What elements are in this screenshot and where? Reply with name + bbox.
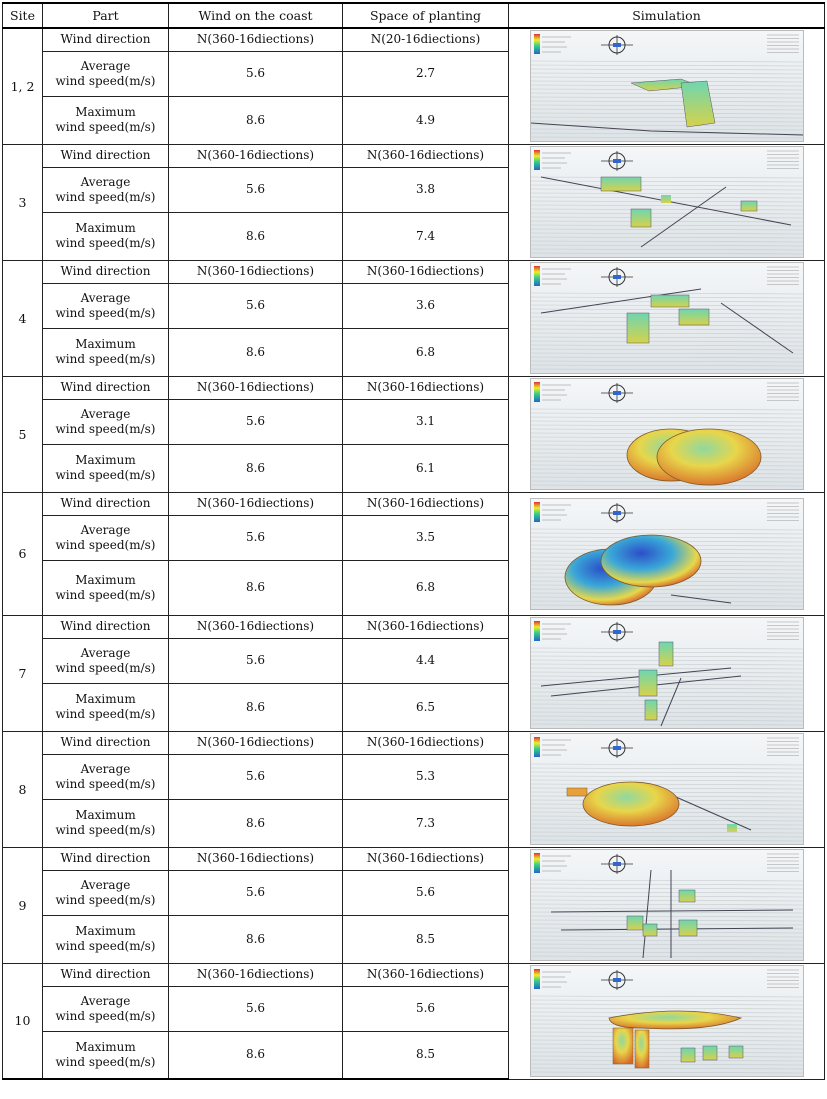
part-wind-direction: Wind direction xyxy=(43,260,169,283)
simulation-image xyxy=(530,146,804,258)
simulation-image xyxy=(530,965,804,1077)
planting-maximum-wind-speed: 6.8 xyxy=(343,328,509,376)
header-part: Part xyxy=(43,3,169,28)
part-maximum-wind-speed: Maximum wind speed(m/s) xyxy=(43,1031,169,1079)
simulation-cell xyxy=(509,847,825,963)
table-row xyxy=(3,615,825,638)
simulation-cell xyxy=(509,144,825,260)
part-average-wind-speed: Average wind speed(m/s) xyxy=(43,515,169,560)
part-average-wind-speed: Average wind speed(m/s) xyxy=(43,986,169,1031)
coast-average-wind-speed: 5.6 xyxy=(169,754,343,799)
part-average-wind-speed: Average wind speed(m/s) xyxy=(43,870,169,915)
coast-wind-direction: N(360-16diections) xyxy=(169,731,343,754)
part-maximum-wind-speed: Maximum wind speed(m/s) xyxy=(43,683,169,731)
coast-average-wind-speed: 5.6 xyxy=(169,167,343,212)
simulation-image xyxy=(530,849,804,961)
part-maximum-wind-speed: Maximum wind speed(m/s) xyxy=(43,212,169,260)
planting-average-wind-speed: 3.5 xyxy=(343,515,509,560)
coast-wind-direction: N(360-16diections) xyxy=(169,144,343,167)
planting-maximum-wind-speed: 6.1 xyxy=(343,444,509,492)
table-row xyxy=(3,260,825,283)
planting-average-wind-speed: 3.8 xyxy=(343,167,509,212)
coast-wind-direction: N(360-16diections) xyxy=(169,963,343,986)
coast-maximum-wind-speed: 8.6 xyxy=(169,1031,343,1079)
coast-average-wind-speed: 5.6 xyxy=(169,870,343,915)
table-body xyxy=(3,28,825,1079)
planting-maximum-wind-speed: 7.4 xyxy=(343,212,509,260)
simulation-cell xyxy=(509,492,825,615)
part-wind-direction: Wind direction xyxy=(43,28,169,51)
planting-average-wind-speed: 2.7 xyxy=(343,51,509,96)
part-wind-direction: Wind direction xyxy=(43,492,169,515)
coast-average-wind-speed: 5.6 xyxy=(169,399,343,444)
planting-maximum-wind-speed: 6.5 xyxy=(343,683,509,731)
site-cell: 3 xyxy=(3,144,43,260)
planting-wind-direction: N(360-16diections) xyxy=(343,144,509,167)
simulation-image xyxy=(530,378,804,490)
site-cell: 9 xyxy=(3,847,43,963)
coast-maximum-wind-speed: 8.6 xyxy=(169,915,343,963)
table-row xyxy=(3,731,825,754)
planting-maximum-wind-speed: 8.5 xyxy=(343,915,509,963)
planting-maximum-wind-speed: 7.3 xyxy=(343,799,509,847)
part-wind-direction: Wind direction xyxy=(43,144,169,167)
header-row xyxy=(3,3,825,28)
header-coast: Wind on the coast xyxy=(169,3,343,28)
table-row xyxy=(3,963,825,986)
coast-maximum-wind-speed: 8.6 xyxy=(169,799,343,847)
coast-maximum-wind-speed: 8.6 xyxy=(169,683,343,731)
part-wind-direction: Wind direction xyxy=(43,847,169,870)
part-average-wind-speed: Average wind speed(m/s) xyxy=(43,638,169,683)
table-row xyxy=(3,492,825,515)
coast-maximum-wind-speed: 8.6 xyxy=(169,328,343,376)
planting-average-wind-speed: 5.6 xyxy=(343,870,509,915)
part-average-wind-speed: Average wind speed(m/s) xyxy=(43,399,169,444)
part-wind-direction: Wind direction xyxy=(43,615,169,638)
planting-wind-direction: N(20-16diections) xyxy=(343,28,509,51)
part-maximum-wind-speed: Maximum wind speed(m/s) xyxy=(43,560,169,615)
table-row xyxy=(3,28,825,51)
part-maximum-wind-speed: Maximum wind speed(m/s) xyxy=(43,96,169,144)
site-cell: 6 xyxy=(3,492,43,615)
site-cell: 8 xyxy=(3,731,43,847)
header-planting: Space of planting xyxy=(343,3,509,28)
planting-wind-direction: N(360-16diections) xyxy=(343,376,509,399)
planting-wind-direction: N(360-16diections) xyxy=(343,492,509,515)
simulation-image xyxy=(530,262,804,374)
coast-wind-direction: N(360-16diections) xyxy=(169,492,343,515)
table-row xyxy=(3,847,825,870)
part-maximum-wind-speed: Maximum wind speed(m/s) xyxy=(43,444,169,492)
coast-average-wind-speed: 5.6 xyxy=(169,515,343,560)
part-wind-direction: Wind direction xyxy=(43,963,169,986)
coast-wind-direction: N(360-16diections) xyxy=(169,376,343,399)
simulation-cell xyxy=(509,376,825,492)
coast-average-wind-speed: 5.6 xyxy=(169,51,343,96)
planting-average-wind-speed: 5.3 xyxy=(343,754,509,799)
simulation-cell xyxy=(509,28,825,144)
planting-wind-direction: N(360-16diections) xyxy=(343,731,509,754)
part-maximum-wind-speed: Maximum wind speed(m/s) xyxy=(43,915,169,963)
planting-wind-direction: N(360-16diections) xyxy=(343,847,509,870)
simulation-image xyxy=(530,498,804,610)
wind-table xyxy=(2,2,825,1080)
site-cell: 4 xyxy=(3,260,43,376)
planting-average-wind-speed: 5.6 xyxy=(343,986,509,1031)
coast-average-wind-speed: 5.6 xyxy=(169,638,343,683)
planting-average-wind-speed: 4.4 xyxy=(343,638,509,683)
planting-wind-direction: N(360-16diections) xyxy=(343,963,509,986)
site-cell: 7 xyxy=(3,615,43,731)
coast-average-wind-speed: 5.6 xyxy=(169,986,343,1031)
planting-average-wind-speed: 3.6 xyxy=(343,283,509,328)
planting-wind-direction: N(360-16diections) xyxy=(343,615,509,638)
part-maximum-wind-speed: Maximum wind speed(m/s) xyxy=(43,799,169,847)
coast-wind-direction: N(360-16diections) xyxy=(169,847,343,870)
header-simulation: Simulation xyxy=(509,3,825,28)
simulation-cell xyxy=(509,615,825,731)
part-wind-direction: Wind direction xyxy=(43,731,169,754)
part-average-wind-speed: Average wind speed(m/s) xyxy=(43,754,169,799)
site-cell: 10 xyxy=(3,963,43,1079)
planting-average-wind-speed: 3.1 xyxy=(343,399,509,444)
coast-average-wind-speed: 5.6 xyxy=(169,283,343,328)
table-row xyxy=(3,144,825,167)
site-cell: 5 xyxy=(3,376,43,492)
part-average-wind-speed: Average wind speed(m/s) xyxy=(43,51,169,96)
coast-wind-direction: N(360-16diections) xyxy=(169,260,343,283)
planting-maximum-wind-speed: 4.9 xyxy=(343,96,509,144)
planting-maximum-wind-speed: 6.8 xyxy=(343,560,509,615)
part-average-wind-speed: Average wind speed(m/s) xyxy=(43,167,169,212)
table-row xyxy=(3,376,825,399)
coast-maximum-wind-speed: 8.6 xyxy=(169,444,343,492)
coast-maximum-wind-speed: 8.6 xyxy=(169,96,343,144)
part-maximum-wind-speed: Maximum wind speed(m/s) xyxy=(43,328,169,376)
simulation-cell xyxy=(509,963,825,1079)
part-wind-direction: Wind direction xyxy=(43,376,169,399)
header-site: Site xyxy=(3,3,43,28)
part-average-wind-speed: Average wind speed(m/s) xyxy=(43,283,169,328)
coast-wind-direction: N(360-16diections) xyxy=(169,615,343,638)
simulation-cell xyxy=(509,260,825,376)
simulation-image xyxy=(530,733,804,845)
planting-wind-direction: N(360-16diections) xyxy=(343,260,509,283)
planting-maximum-wind-speed: 8.5 xyxy=(343,1031,509,1079)
simulation-cell xyxy=(509,731,825,847)
coast-wind-direction: N(360-16diections) xyxy=(169,28,343,51)
coast-maximum-wind-speed: 8.6 xyxy=(169,212,343,260)
simulation-image xyxy=(530,617,804,729)
simulation-image xyxy=(530,30,804,142)
site-cell: 1, 2 xyxy=(3,28,43,144)
coast-maximum-wind-speed: 8.6 xyxy=(169,560,343,615)
